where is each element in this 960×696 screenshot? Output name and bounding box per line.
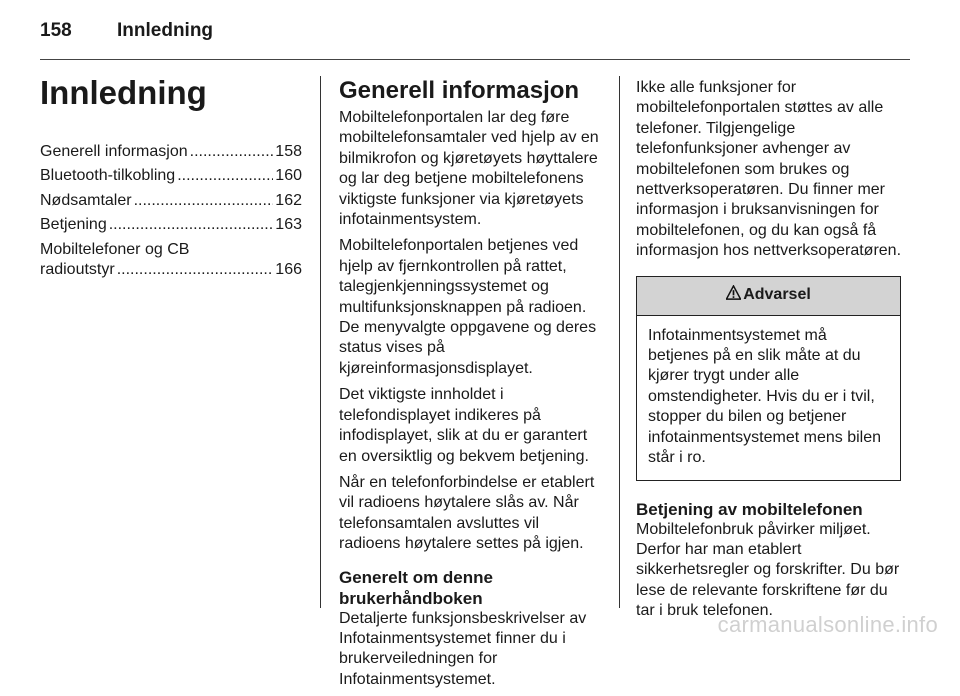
toc-page: 158: [275, 143, 302, 160]
paragraph: Mobiltelefonportalen betjenes ved hjelp av fjernkontrollen på rattet, talegjenkjenningssystemet og multifunksjonsknappen på radioen. De menyvalgte oppgavene og deres status vises på kjøreinformasjonsdisplayet.: [339, 237, 597, 377]
toc-item[interactable]: [40, 166, 302, 186]
toc-label: Bluetooth-tilkobling: [40, 167, 176, 185]
paragraph: Ikke alle funksjoner for mobiltelefonportalen støttes av alle telefoner. Tilgjengelige telefonfunksjoner avhenger av mobiltelefonen som brukes og nettverksoperatøren. Du finner mer informasjon i bruksanvisningen for mobiltelefonen, og du kan også få informasjon hos nettverksoperatøren.: [636, 79, 902, 260]
toc-label: Nødsamtaler: [40, 191, 132, 209]
toc-column: [40, 75, 302, 284]
toc-leader: [190, 142, 274, 162]
warning-triangle-icon: [726, 285, 741, 306]
toc-page: 162: [275, 191, 302, 209]
section-heading-manual: Generelt om denne brukerhåndboken: [339, 567, 493, 608]
toc-item[interactable]: [40, 142, 302, 162]
column-divider: [619, 76, 620, 608]
section-heading-general: Generell informasjon: [339, 77, 580, 104]
toc-label-line1: Mobiltelefoner og CB: [40, 240, 190, 258]
toc-item[interactable]: [40, 240, 302, 281]
running-title: Innledning: [117, 20, 214, 41]
page-number: 158: [40, 20, 72, 41]
warning-text: Infotainmentsystemet må betjenes på en slik måte at du kjører trygt under alle omstendigheter. Hvis du er i tvil, stopper du bilen og betjener infotainmentsystemet mens bilen står i ro.: [648, 326, 881, 467]
toc-label: Generell informasjon: [40, 143, 188, 160]
toc-leader: [109, 215, 274, 235]
section-heading-operation: Betjening av mobiltelefonen: [636, 499, 863, 519]
column-divider: [320, 76, 321, 608]
toc-leader: [177, 166, 273, 186]
paragraph: Detaljerte funksjonsbeskrivelser av Infotainmentsystemet finner du i brukerveiledningen for Infotainmentsystemet.: [339, 609, 587, 688]
toc-leader: [134, 191, 274, 211]
toc-page: 166: [275, 261, 302, 279]
toc-page: 160: [275, 167, 302, 185]
paragraph: Mobiltelefonportalen lar deg føre mobiltelefonsamtaler ved hjelp av en bilmikrofon og kjøretøyets høyttalere og lar deg betjene mobiltelefonens viktigste funksjoner via kjøretøyets infotainmentsystem.: [339, 109, 599, 229]
toc-page: 163: [275, 216, 302, 234]
page-header: [40, 20, 910, 46]
warning-header: [637, 277, 900, 316]
content-column-right: [636, 78, 901, 628]
toc-item[interactable]: [40, 191, 302, 211]
warning-title: Advarsel: [743, 286, 811, 304]
watermark: carmanualsonline.info: [717, 612, 938, 637]
toc-label: radioutstyr: [40, 261, 115, 279]
warning-box: [636, 276, 901, 481]
header-divider: [40, 59, 910, 60]
toc-label: Betjening: [40, 216, 107, 234]
toc-leader: [117, 260, 274, 280]
toc-item[interactable]: [40, 215, 302, 235]
chapter-title: Innledning: [40, 74, 207, 111]
paragraph: Det viktigste innholdet i telefondisplayet indikeres på infodisplayet, slik at du er garantert en oversiktlig og bekvem betjening.: [339, 386, 589, 465]
content-column-middle: [339, 78, 602, 696]
paragraph: Når en telefonforbindelse er etablert vil radioens høytalere slås av. Når telefonsamtalen avsluttes vil radioens høytalere settes på igjen.: [339, 473, 595, 553]
paragraph: Mobiltelefonbruk påvirker miljøet. Derfor har man etablert sikkerhetsregler og forskrifter. Du bør lese de relevante forskriftene før du tar i bruk telefonen.: [636, 520, 900, 620]
